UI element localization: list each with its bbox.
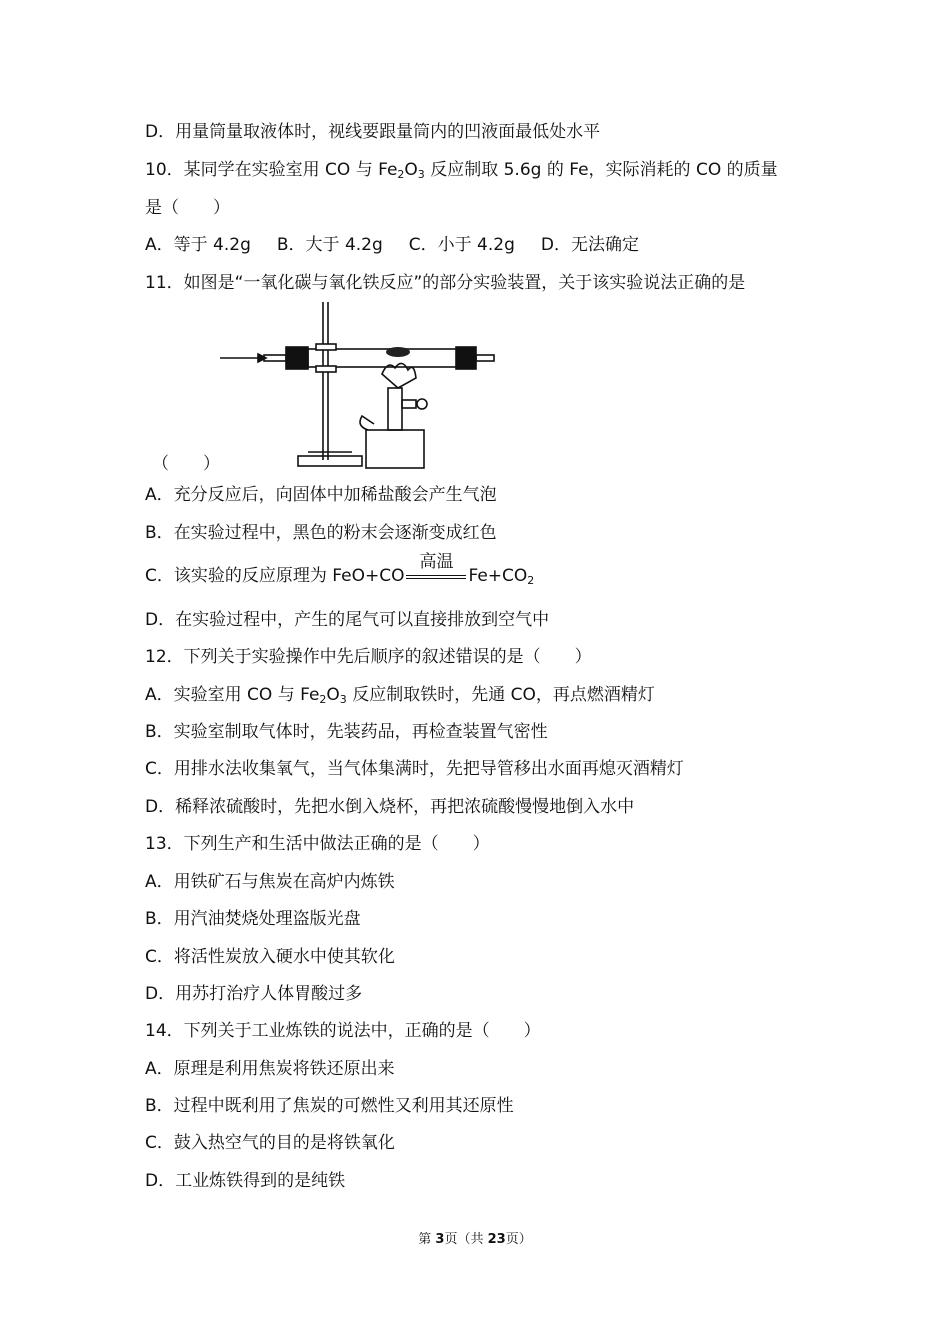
co-fe2o3-apparatus-diagram [218, 300, 498, 472]
iron-oxide-powder [386, 347, 410, 357]
footer-mid: 页（共 [444, 1232, 488, 1247]
q10-option-a: A．等于 4.2g [145, 235, 251, 255]
question-13-stem: 13．下列生产和生活中做法正确的是（ ） [145, 834, 490, 854]
q10-option-d: D．无法确定 [540, 235, 639, 255]
question-14-option-c: C．鼓入热空气的目的是将铁氧化 [145, 1133, 395, 1153]
question-13-option-b: B．用汽油焚烧处理盗版光盘 [145, 909, 361, 929]
q11-c-post: Fe+CO [468, 566, 528, 586]
page-footer [0, 1228, 950, 1247]
question-13-option-c: C．将活性炭放入硬水中使其软化 [145, 947, 395, 967]
question-10-options [145, 233, 665, 257]
burner-valve [402, 400, 416, 408]
question-13-option-a: A．用铁矿石与焦炭在高炉内炼铁 [145, 872, 395, 892]
question-13-option-d: D．用苏打治疗人体胃酸过多 [145, 984, 363, 1004]
stand-base [298, 456, 362, 466]
burner-knob [417, 399, 427, 409]
q11-c-pre: C．该实验的反应原理为 FeO+CO [145, 566, 405, 586]
q12-a-sub1: 2 [319, 693, 327, 706]
question-11-stem: 11．如图是“一氧化碳与氧化铁反应”的部分实验装置，关于该实验说法正确的是 [145, 273, 746, 293]
question-12-option-c: C．用排水法收集氧气，当气体集满时，先把导管移出水面再熄灭酒精灯 [145, 759, 684, 779]
question-10-stem-line2: 是（ ） [145, 198, 230, 218]
q10-stem-post: 反应制取 5.6g 的 Fe，实际消耗的 CO 的质量 [424, 160, 778, 180]
q10-sub-3: 3 [417, 168, 425, 181]
q10-option-b: B．大于 4.2g [276, 235, 383, 255]
question-12-option-d: D．稀释浓硫酸时，先把水倒入烧杯，再把浓硫酸慢慢地倒入水中 [145, 797, 635, 817]
q12-a-pre: A．实验室用 CO 与 Fe [145, 685, 320, 705]
footer-pre: 第 [418, 1232, 436, 1247]
question-12-option-a [145, 683, 655, 712]
footer-total-pages: 23 [487, 1232, 506, 1247]
question-12-option-b: B．实验室制取气体时，先装药品，再检查装置气密性 [145, 722, 548, 742]
q10-option-c: C．小于 4.2g [408, 235, 515, 255]
right-stopper [456, 347, 476, 369]
outlet-tube [476, 355, 494, 361]
clamp-bottom [316, 366, 336, 372]
question-14-stem: 14．下列关于工业炼铁的说法中，正确的是（ ） [145, 1021, 541, 1041]
footer-page-number: 3 [435, 1232, 445, 1247]
q10-sub-2: 2 [397, 168, 405, 181]
question-11-option-d: D．在实验过程中，产生的尾气可以直接排放到空气中 [145, 610, 550, 630]
question-11-paren: （ ） [152, 454, 220, 474]
question-14-option-a: A．原理是利用焦炭将铁还原出来 [145, 1059, 395, 1079]
question-11-option-c [145, 552, 535, 593]
burner-body [366, 430, 424, 468]
clamp-top [316, 344, 336, 350]
reaction-condition-arrow [406, 552, 466, 588]
question-11-option-b: B．在实验过程中，黑色的粉末会逐渐变成红色 [145, 523, 497, 543]
q12-a-sub2: 3 [339, 693, 347, 706]
q12-a-mid: O [326, 685, 340, 705]
reaction-condition: 高温 [419, 552, 454, 572]
q11-c-sub: 2 [527, 574, 535, 587]
burner-neck [388, 388, 402, 430]
burner-handle [360, 416, 374, 430]
question-10-stem [145, 158, 778, 187]
question-9-option-d: D．用量筒量取液体时，视线要跟量筒内的凹液面最低处水平 [145, 122, 601, 142]
question-11-option-a: A．充分反应后，向固体中加稀盐酸会产生气泡 [145, 485, 497, 505]
question-12-stem: 12．下列关于实验操作中先后顺序的叙述错误的是（ ） [145, 647, 592, 667]
question-14-option-d: D．工业炼铁得到的是纯铁 [145, 1171, 346, 1191]
footer-post: 页） [505, 1232, 532, 1247]
left-stopper [286, 347, 308, 369]
q12-a-post: 反应制取铁时，先通 CO，再点燃酒精灯 [346, 685, 655, 705]
q10-stem-mid: O [404, 160, 418, 180]
q10-stem-pre: 10．某同学在实验室用 CO 与 Fe [145, 160, 398, 180]
question-14-option-b: B．过程中既利用了焦炭的可燃性又利用其还原性 [145, 1096, 514, 1116]
